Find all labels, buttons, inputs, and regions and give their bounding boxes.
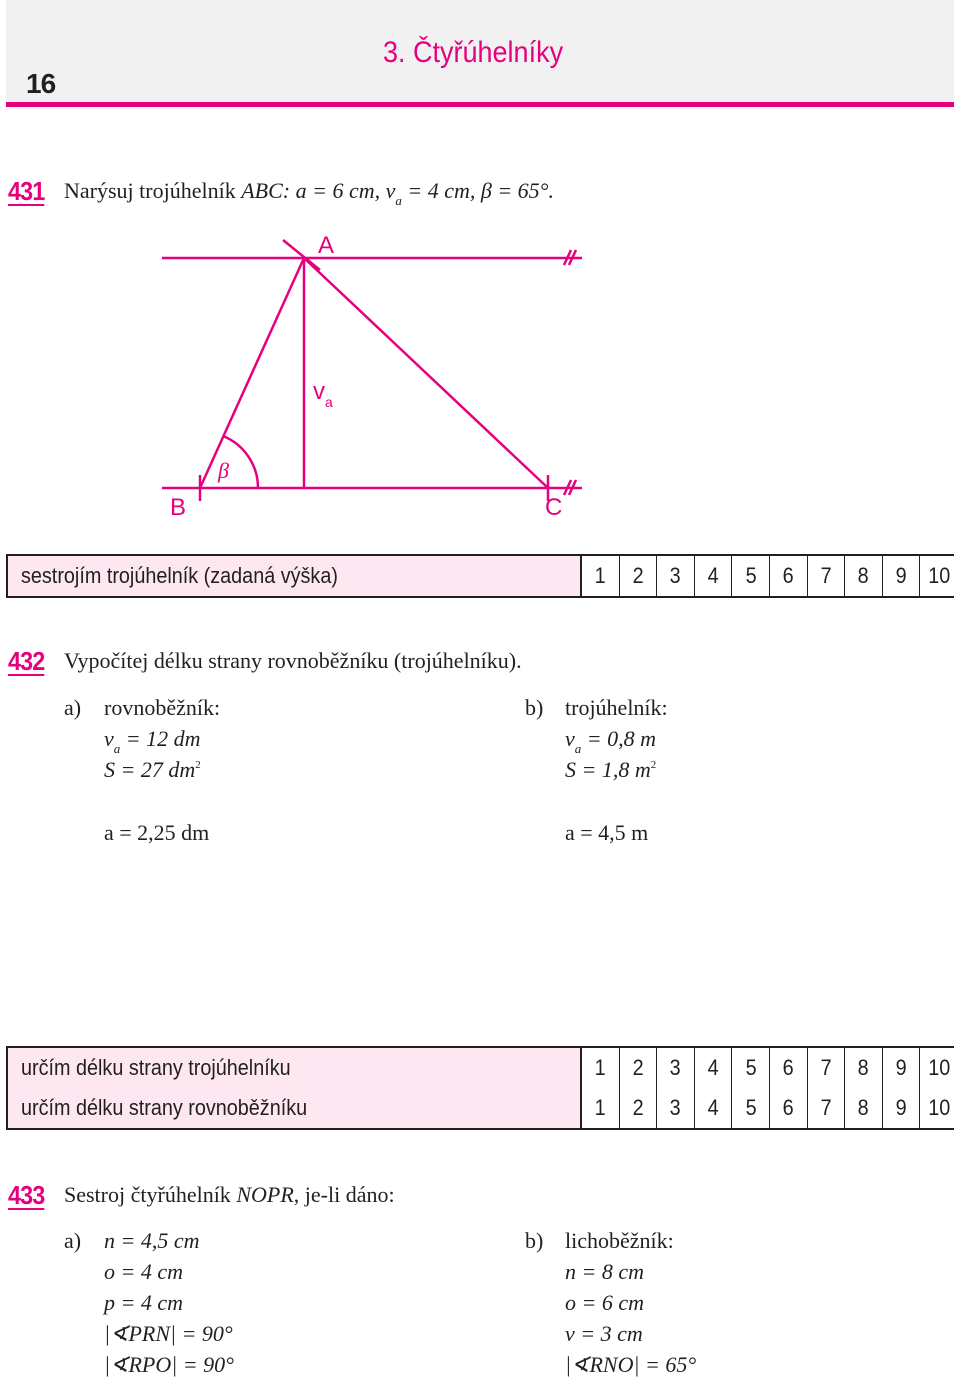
task-number-432: 432 [8,646,45,676]
task-431-text-prefix: Narýsuj trojúhelník [64,178,242,203]
score-scale [580,1048,958,1088]
score-cell[interactable]: 6 [770,556,808,596]
score-cell[interactable]: 8 [845,1088,883,1128]
score-cell[interactable]: 4 [695,1048,733,1088]
task-432-text: Vypočítej délku strany rovnoběžníku (trojúhelníku). [64,648,522,673]
rubric-row [8,1048,952,1088]
score-cell[interactable]: 7 [808,1048,846,1088]
task-433-b-title: lichoběžník: [565,1228,674,1253]
task-431-text [64,178,554,208]
task-433-text-end: , je-li dáno: [293,1182,395,1207]
header-rule [6,102,954,107]
score-cell[interactable]: 9 [883,556,921,596]
task-433-b-line: |∢RNO| = 65° [565,1352,697,1377]
score-cell[interactable]: 5 [732,1048,770,1088]
task-number-431: 431 [8,176,45,206]
label-va [313,378,333,410]
score-cell[interactable]: 3 [657,1048,695,1088]
task-431-text-mid: : a = 6 cm, v [282,178,396,203]
task-433-a-line: o = 4 cm [104,1259,183,1284]
task-431-text-sub: a [395,193,402,208]
score-cell[interactable]: 9 [883,1088,921,1128]
rubric-431 [6,554,954,598]
task-432-a-title: rovnoběžník: [104,695,221,720]
score-cell[interactable]: 2 [620,1088,658,1128]
score-cell[interactable]: 7 [808,556,846,596]
score-cell[interactable]: 8 [845,1048,883,1088]
score-scale [580,1088,958,1128]
rubric-label: určím délku strany trojúhelníku [21,1055,291,1080]
task-433-text [64,1182,395,1208]
rubric-432 [6,1046,954,1130]
task-433-quad-name: NOPR [236,1182,294,1207]
score-cell[interactable]: 2 [620,556,658,596]
score-cell[interactable]: 2 [620,1048,658,1088]
score-cell[interactable]: 7 [808,1088,846,1128]
score-cell[interactable]: 10 [928,563,951,588]
task-433-b-marker: b) [525,1228,544,1253]
task-432-a-marker: a) [64,695,82,720]
score-cell[interactable]: 1 [582,1048,620,1088]
task-433-a-line: |∢PRN| = 90° [104,1321,233,1346]
score-cell[interactable]: 10 [928,1095,951,1120]
label-a: A [318,232,335,259]
side-ac [304,258,548,488]
score-cell[interactable]: 6 [770,1088,808,1128]
score-cell[interactable]: 1 [582,556,620,596]
task-433-a-line: p = 4 cm [104,1290,183,1315]
task-432-b-marker: b) [525,695,544,720]
rubric-row [8,1088,952,1128]
label-va-sym: v [313,378,325,405]
task-432-a-va: $v_a = 12$ dm [104,726,201,756]
score-cell[interactable]: 3 [657,556,695,596]
score-cell[interactable]: 3 [657,1088,695,1128]
task-433-a-line: |∢RPO| = 90° [104,1352,234,1377]
task-432-b-answer: a = 4,5 m [565,820,649,845]
score-cell[interactable]: 5 [732,556,770,596]
rubric-label: určím délku strany rovnoběžníku [21,1095,308,1120]
task-431-text-end: = 4 cm, β = 65°. [401,178,554,203]
score-scale [580,556,958,596]
task-433-a-marker: a) [64,1228,82,1253]
page-number: 16 [26,68,56,99]
rubric-row [8,556,952,596]
task-433-b-line: n = 8 cm [565,1259,644,1284]
label-beta: β [218,458,229,483]
task-433-a-line: n = 4,5 cm [104,1228,200,1253]
task-432-b-va: $v_a = 0,8$ m [565,726,656,756]
score-cell[interactable]: 4 [695,556,733,596]
label-va-sub: a [325,394,333,410]
task-432-b-title: trojúhelník: [565,695,668,720]
label-b: B [170,494,187,521]
score-cell[interactable]: 5 [732,1088,770,1128]
score-cell[interactable]: 6 [770,1048,808,1088]
triangle-construction-figure [0,220,960,530]
task-number-433: 433 [8,1180,45,1210]
task-433-b-line: o = 6 cm [565,1290,644,1315]
score-cell[interactable]: 9 [883,1048,921,1088]
task-431-triangle-name: ABC [241,178,283,203]
side-ab [200,258,304,488]
label-c: C [545,494,563,521]
score-cell[interactable]: 10 [928,1055,951,1080]
score-cell[interactable]: 4 [695,1088,733,1128]
rubric-label: sestrojím trojúhelník (zadaná výška) [21,563,338,588]
task-433-b-line: v = 3 cm [565,1321,643,1346]
task-433-text-prefix: Sestroj čtyřúhelník [64,1182,237,1207]
score-cell[interactable]: 8 [845,556,883,596]
task-432-b-area: S = 1,8 $m^2$ [565,757,657,782]
task-432-a-area: S = 27 $dm^2$ [104,757,201,782]
chapter-title: 3. Čtyřúhelníky [383,36,564,69]
task-432-a-answer: a = 2,25 dm [104,820,210,845]
score-cell[interactable]: 1 [582,1088,620,1128]
